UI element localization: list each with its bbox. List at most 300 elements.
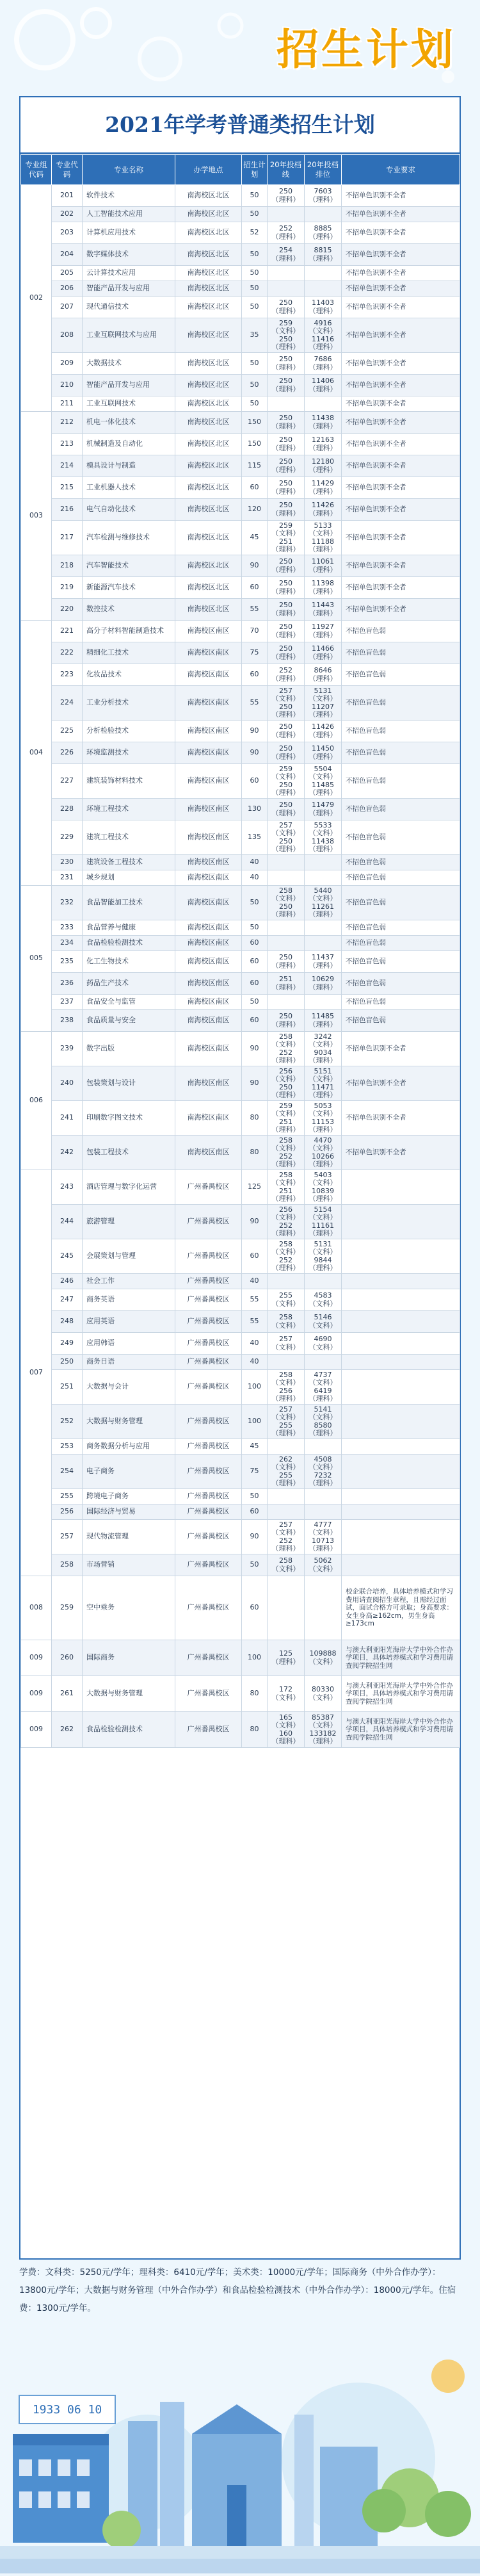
code-cell: 237 bbox=[52, 995, 83, 1010]
name-cell: 印刷数字图文技术 bbox=[83, 1101, 175, 1136]
name-cell: 跨境电子商务 bbox=[83, 1489, 175, 1504]
req-cell: 不招单色识别不全者 bbox=[342, 577, 460, 599]
req-cell bbox=[342, 1455, 460, 1489]
score-cell: 259 （文科） 251 （理科） bbox=[268, 1101, 305, 1136]
location-cell: 南海校区北区 bbox=[175, 266, 242, 281]
rank-cell: 11443 （理科） bbox=[305, 599, 342, 621]
rank-cell: 11398 （理科） bbox=[305, 577, 342, 599]
req-cell: 校企联合培养，具体培养模式和学习费用请查阅招生章程，且需经过面试，面试合格方可录取；身高要求：女生身高≥162cm，男生身高≥173cm bbox=[342, 1576, 460, 1640]
location-cell: 南海校区北区 bbox=[175, 222, 242, 244]
score-cell: 258 （文科） 252 （理科） bbox=[268, 1136, 305, 1170]
plan-cell: 60 bbox=[242, 664, 268, 686]
score-cell: 250 （理科） bbox=[268, 621, 305, 642]
rank-cell bbox=[305, 266, 342, 281]
table-row bbox=[21, 1205, 460, 1239]
score-cell bbox=[268, 936, 305, 951]
name-cell: 大数据与会计 bbox=[83, 1370, 175, 1405]
table-row bbox=[21, 521, 460, 555]
location-cell: 南海校区南区 bbox=[175, 621, 242, 642]
req-cell: 不招色盲色弱 bbox=[342, 886, 460, 920]
location-cell: 南海校区南区 bbox=[175, 995, 242, 1010]
req-cell: 不招单色识别不全者 bbox=[342, 297, 460, 318]
table-row bbox=[21, 886, 460, 920]
req-cell bbox=[342, 1274, 460, 1289]
rank-cell bbox=[305, 870, 342, 886]
location-cell: 南海校区南区 bbox=[175, 642, 242, 664]
plan-cell: 80 bbox=[242, 1101, 268, 1136]
rank-cell bbox=[305, 1576, 342, 1640]
rank-cell: 10629 （理科） bbox=[305, 973, 342, 995]
rank-cell: 4583 （文科） bbox=[305, 1289, 342, 1311]
name-cell: 现代通信技术 bbox=[83, 297, 175, 318]
rank-cell: 4737 （文科） 6419 （理科） bbox=[305, 1370, 342, 1405]
name-cell: 食品质量与安全 bbox=[83, 1010, 175, 1032]
table-row bbox=[21, 1170, 460, 1205]
location-cell: 广州番禺校区 bbox=[175, 1405, 242, 1439]
req-cell: 不招色盲色弱 bbox=[342, 742, 460, 764]
req-cell bbox=[342, 1289, 460, 1311]
code-cell: 257 bbox=[52, 1520, 83, 1554]
rank-cell bbox=[305, 1355, 342, 1370]
location-cell: 南海校区北区 bbox=[175, 434, 242, 455]
plan-cell: 40 bbox=[242, 870, 268, 886]
score-cell: 255 （文科） bbox=[268, 1289, 305, 1311]
table-row bbox=[21, 973, 460, 995]
table-row bbox=[21, 1289, 460, 1311]
score-cell: 259 （文科） 251 （理科） bbox=[268, 521, 305, 555]
plan-cell: 130 bbox=[242, 799, 268, 820]
name-cell: 酒店管理与数字化运营 bbox=[83, 1170, 175, 1205]
score-cell bbox=[268, 855, 305, 870]
name-cell: 电气自动化技术 bbox=[83, 499, 175, 521]
score-cell: 250 （理科） bbox=[268, 375, 305, 396]
score-cell: 250 （理科） bbox=[268, 297, 305, 318]
code-cell: 255 bbox=[52, 1489, 83, 1504]
req-cell: 不招单色识别不全者 bbox=[342, 555, 460, 577]
name-cell: 智能产品开发与应用 bbox=[83, 375, 175, 396]
req-cell: 不招单色识别不全者 bbox=[342, 281, 460, 297]
score-cell: 257 （文科） 250 （理科） bbox=[268, 686, 305, 721]
req-cell: 不招单色识别不全者 bbox=[342, 185, 460, 207]
location-cell: 南海校区南区 bbox=[175, 951, 242, 973]
name-cell: 大数据技术 bbox=[83, 353, 175, 375]
tuition-note: 学费：文科类：5250元/学年；理科类：6410元/学年；美术类：10000元/学年；国际商务（中外合作办学）：13800元/学年；大数据与财务管理（中外合作办学）和食品检验检测技术（中外合作办学）：18000元/学年。住宿费：1300元/学年。 bbox=[19, 2267, 456, 2313]
plan-cell: 75 bbox=[242, 1455, 268, 1489]
rank-cell: 5154 （文科） 11161 （理科） bbox=[305, 1205, 342, 1239]
score-cell: 256 （文科） 252 （理科） bbox=[268, 1205, 305, 1239]
table-row bbox=[21, 1520, 460, 1554]
name-cell: 汽车检测与维修技术 bbox=[83, 521, 175, 555]
name-cell: 电子商务 bbox=[83, 1455, 175, 1489]
plan-cell: 90 bbox=[242, 742, 268, 764]
req-cell: 不招单色识别不全者 bbox=[342, 434, 460, 455]
code-cell: 261 bbox=[52, 1676, 83, 1712]
req-cell: 不招色盲色弱 bbox=[342, 951, 460, 973]
table-row bbox=[21, 1576, 460, 1640]
rank-cell bbox=[305, 1439, 342, 1455]
req-cell: 不招单色识别不全者 bbox=[342, 353, 460, 375]
score-cell bbox=[268, 1439, 305, 1455]
rank-cell: 11927 （理科） bbox=[305, 621, 342, 642]
req-cell: 不招色盲色弱 bbox=[342, 1010, 460, 1032]
code-cell: 209 bbox=[52, 353, 83, 375]
code-cell: 258 bbox=[52, 1554, 83, 1576]
name-cell: 旅游管理 bbox=[83, 1205, 175, 1239]
req-cell: 不招色盲色弱 bbox=[342, 855, 460, 870]
code-cell: 247 bbox=[52, 1289, 83, 1311]
code-cell: 215 bbox=[52, 477, 83, 499]
plan-cell: 60 bbox=[242, 1504, 268, 1520]
table-row bbox=[21, 1554, 460, 1576]
name-cell: 工业分析技术 bbox=[83, 686, 175, 721]
table-row bbox=[21, 621, 460, 642]
rank-cell: 11479 （理科） bbox=[305, 799, 342, 820]
score-cell bbox=[268, 920, 305, 936]
rank-cell: 5131 （文科） 11207 （理科） bbox=[305, 686, 342, 721]
table-row bbox=[21, 1274, 460, 1289]
req-cell: 不招单色识别不全者 bbox=[342, 599, 460, 621]
table-row bbox=[21, 855, 460, 870]
location-cell: 南海校区南区 bbox=[175, 1101, 242, 1136]
table-row bbox=[21, 1066, 460, 1101]
rank-cell: 5440 （文科） 11261 （理科） bbox=[305, 886, 342, 920]
rank-cell: 11403 （理科） bbox=[305, 297, 342, 318]
name-cell: 城乡规划 bbox=[83, 870, 175, 886]
table-row bbox=[21, 995, 460, 1010]
name-cell: 食品检验检测技术 bbox=[83, 1712, 175, 1748]
score-cell: 250 （理科） bbox=[268, 951, 305, 973]
name-cell: 建筑设备工程技术 bbox=[83, 855, 175, 870]
rank-cell bbox=[305, 1274, 342, 1289]
location-cell: 广州番禺校区 bbox=[175, 1554, 242, 1576]
rank-cell bbox=[305, 281, 342, 297]
rank-cell: 5146 （文科） bbox=[305, 1311, 342, 1333]
group-code-cell: 002 bbox=[21, 185, 52, 412]
plan-cell: 60 bbox=[242, 936, 268, 951]
plan-cell: 55 bbox=[242, 1311, 268, 1333]
group-code-cell: 007 bbox=[21, 1170, 52, 1576]
table-row bbox=[21, 1239, 460, 1274]
req-cell: 不招色盲色弱 bbox=[342, 764, 460, 799]
code-cell: 223 bbox=[52, 664, 83, 686]
req-cell bbox=[342, 1170, 460, 1205]
score-cell bbox=[268, 1576, 305, 1640]
rank-cell: 5151 （文科） 11471 （理科） bbox=[305, 1066, 342, 1101]
location-cell: 南海校区北区 bbox=[175, 244, 242, 266]
name-cell: 计算机应用技术 bbox=[83, 222, 175, 244]
plan-cell: 100 bbox=[242, 1405, 268, 1439]
plan-cell: 50 bbox=[242, 244, 268, 266]
location-cell: 广州番禺校区 bbox=[175, 1289, 242, 1311]
plan-cell: 50 bbox=[242, 185, 268, 207]
location-cell: 广州番禺校区 bbox=[175, 1311, 242, 1333]
rank-cell: 5133 （文科） 11188 （理科） bbox=[305, 521, 342, 555]
plan-cell: 50 bbox=[242, 1489, 268, 1504]
table-row bbox=[21, 920, 460, 936]
table-row bbox=[21, 642, 460, 664]
name-cell: 高分子材料智能制造技术 bbox=[83, 621, 175, 642]
location-cell: 南海校区北区 bbox=[175, 577, 242, 599]
req-cell: 不招色盲色弱 bbox=[342, 721, 460, 742]
req-cell bbox=[342, 1370, 460, 1405]
table-row bbox=[21, 1405, 460, 1439]
table-row bbox=[21, 1032, 460, 1066]
location-cell: 南海校区南区 bbox=[175, 721, 242, 742]
plan-cell: 60 bbox=[242, 764, 268, 799]
code-cell: 221 bbox=[52, 621, 83, 642]
code-cell: 217 bbox=[52, 521, 83, 555]
code-cell: 248 bbox=[52, 1311, 83, 1333]
plan-cell: 70 bbox=[242, 621, 268, 642]
rank-cell: 11426 （理科） bbox=[305, 499, 342, 521]
code-cell: 254 bbox=[52, 1455, 83, 1489]
code-cell: 202 bbox=[52, 207, 83, 222]
location-cell: 南海校区北区 bbox=[175, 207, 242, 222]
score-cell: 254 （理科） bbox=[268, 244, 305, 266]
score-cell: 258 （文科） 256 （理科） bbox=[268, 1370, 305, 1405]
table-row bbox=[21, 1712, 460, 1748]
code-cell: 231 bbox=[52, 870, 83, 886]
score-cell: 165 （文科） 160 （理科） bbox=[268, 1712, 305, 1748]
group-code-cell: 009 bbox=[21, 1640, 52, 1676]
code-cell: 252 bbox=[52, 1405, 83, 1439]
group-code-cell: 008 bbox=[21, 1576, 52, 1640]
name-cell: 药品生产技术 bbox=[83, 973, 175, 995]
score-cell: 258 （文科） 251 （理科） bbox=[268, 1170, 305, 1205]
location-cell: 广州番禺校区 bbox=[175, 1239, 242, 1274]
req-cell: 不招色盲色弱 bbox=[342, 642, 460, 664]
score-cell: 250 （理科） bbox=[268, 799, 305, 820]
location-cell: 广州番禺校区 bbox=[175, 1712, 242, 1748]
code-cell: 246 bbox=[52, 1274, 83, 1289]
code-cell: 232 bbox=[52, 886, 83, 920]
plan-cell: 60 bbox=[242, 951, 268, 973]
table-row bbox=[21, 185, 460, 207]
code-cell: 208 bbox=[52, 318, 83, 353]
req-cell bbox=[342, 1311, 460, 1333]
score-cell: 257 （文科） 250 （理科） bbox=[268, 820, 305, 855]
enrollment-plan-card bbox=[19, 96, 461, 2260]
location-cell: 南海校区北区 bbox=[175, 375, 242, 396]
code-cell: 227 bbox=[52, 764, 83, 799]
req-cell: 与澳大利亚阳光海岸大学中外合作办学项目，具体培养模式和学习费用请查阅学院招生网 bbox=[342, 1640, 460, 1676]
code-cell: 251 bbox=[52, 1370, 83, 1405]
location-cell: 南海校区北区 bbox=[175, 412, 242, 434]
name-cell: 空中乘务 bbox=[83, 1576, 175, 1640]
plan-cell: 45 bbox=[242, 1439, 268, 1455]
column-header: 专业代码 bbox=[52, 155, 83, 185]
table-row bbox=[21, 412, 460, 434]
rank-cell: 5053 （文科） 11153 （理科） bbox=[305, 1101, 342, 1136]
name-cell: 现代物流管理 bbox=[83, 1520, 175, 1554]
rank-cell: 11466 （理科） bbox=[305, 642, 342, 664]
req-cell bbox=[342, 1405, 460, 1439]
plan-cell: 50 bbox=[242, 995, 268, 1010]
plan-cell: 50 bbox=[242, 281, 268, 297]
campus-illustration bbox=[0, 2338, 480, 2573]
name-cell: 大数据与财务管理 bbox=[83, 1676, 175, 1712]
name-cell: 商务数据分析与应用 bbox=[83, 1439, 175, 1455]
req-cell bbox=[342, 1439, 460, 1455]
score-cell: 257 （文科） 255 （理科） bbox=[268, 1405, 305, 1439]
score-cell: 250 （理科） bbox=[268, 599, 305, 621]
plan-cell: 40 bbox=[242, 1333, 268, 1355]
score-cell: 256 （文科） 250 （理科） bbox=[268, 1066, 305, 1101]
table-row bbox=[21, 936, 460, 951]
table-row bbox=[21, 455, 460, 477]
code-cell: 207 bbox=[52, 297, 83, 318]
table-row bbox=[21, 1010, 460, 1032]
table-row bbox=[21, 281, 460, 297]
name-cell: 应用韩语 bbox=[83, 1333, 175, 1355]
table-row bbox=[21, 1640, 460, 1676]
rank-cell: 11426 （理科） bbox=[305, 721, 342, 742]
req-cell: 不招单色识别不全者 bbox=[342, 477, 460, 499]
plan-cell: 50 bbox=[242, 920, 268, 936]
code-cell: 201 bbox=[52, 185, 83, 207]
code-cell: 205 bbox=[52, 266, 83, 281]
score-cell: 257 （文科） bbox=[268, 1333, 305, 1355]
location-cell: 南海校区北区 bbox=[175, 521, 242, 555]
req-cell: 不招单色识别不全者 bbox=[342, 1032, 460, 1066]
enrollment-plan-table bbox=[20, 154, 460, 1748]
name-cell: 国际经济与贸易 bbox=[83, 1504, 175, 1520]
location-cell: 南海校区南区 bbox=[175, 1066, 242, 1101]
rank-cell: 8815 （理科） bbox=[305, 244, 342, 266]
name-cell: 食品营养与健康 bbox=[83, 920, 175, 936]
rank-cell: 85387 （文科） 133182 （理科） bbox=[305, 1712, 342, 1748]
score-cell: 252 （理科） bbox=[268, 222, 305, 244]
plan-cell: 60 bbox=[242, 577, 268, 599]
plan-cell: 115 bbox=[242, 455, 268, 477]
code-cell: 259 bbox=[52, 1576, 83, 1640]
code-cell: 206 bbox=[52, 281, 83, 297]
rank-cell: 11429 （理科） bbox=[305, 477, 342, 499]
req-cell: 不招色盲色弱 bbox=[342, 820, 460, 855]
rank-cell: 5141 （文科） 8580 （理科） bbox=[305, 1405, 342, 1439]
location-cell: 广州番禺校区 bbox=[175, 1520, 242, 1554]
score-cell: 250 （理科） bbox=[268, 642, 305, 664]
req-cell bbox=[342, 1333, 460, 1355]
req-cell: 不招单色识别不全者 bbox=[342, 396, 460, 412]
req-cell bbox=[342, 1520, 460, 1554]
plan-cell: 45 bbox=[242, 521, 268, 555]
plan-cell: 55 bbox=[242, 1289, 268, 1311]
code-cell: 203 bbox=[52, 222, 83, 244]
req-cell bbox=[342, 1355, 460, 1370]
plan-cell: 52 bbox=[242, 222, 268, 244]
code-cell: 256 bbox=[52, 1504, 83, 1520]
name-cell: 工业互联网技术 bbox=[83, 396, 175, 412]
req-cell: 不招单色识别不全者 bbox=[342, 244, 460, 266]
name-cell: 食品智能加工技术 bbox=[83, 886, 175, 920]
score-cell bbox=[268, 207, 305, 222]
name-cell: 包装策划与设计 bbox=[83, 1066, 175, 1101]
score-cell bbox=[268, 266, 305, 281]
group-code-cell: 009 bbox=[21, 1676, 52, 1712]
table-row bbox=[21, 1355, 460, 1370]
score-cell: 257 （文科） 252 （理科） bbox=[268, 1520, 305, 1554]
rank-cell: 12180 （理科） bbox=[305, 455, 342, 477]
req-cell: 不招色盲色弱 bbox=[342, 621, 460, 642]
score-cell bbox=[268, 1504, 305, 1520]
plan-cell: 90 bbox=[242, 1205, 268, 1239]
table-row bbox=[21, 1504, 460, 1520]
req-cell: 不招色盲色弱 bbox=[342, 995, 460, 1010]
plan-cell: 40 bbox=[242, 1274, 268, 1289]
plan-cell: 120 bbox=[242, 499, 268, 521]
rank-cell: 5533 （文科） 11438 （理科） bbox=[305, 820, 342, 855]
code-cell: 204 bbox=[52, 244, 83, 266]
table-row bbox=[21, 951, 460, 973]
score-cell: 258 （文科） bbox=[268, 1311, 305, 1333]
req-cell: 不招色盲色弱 bbox=[342, 664, 460, 686]
name-cell: 商务英语 bbox=[83, 1289, 175, 1311]
code-cell: 253 bbox=[52, 1439, 83, 1455]
name-cell: 会展策划与管理 bbox=[83, 1239, 175, 1274]
req-cell: 不招色盲色弱 bbox=[342, 870, 460, 886]
score-cell: 125 （理科） bbox=[268, 1640, 305, 1676]
name-cell: 汽车智能技术 bbox=[83, 555, 175, 577]
code-cell: 220 bbox=[52, 599, 83, 621]
code-cell: 218 bbox=[52, 555, 83, 577]
req-cell: 不招色盲色弱 bbox=[342, 686, 460, 721]
table-row bbox=[21, 686, 460, 721]
req-cell: 不招单色识别不全者 bbox=[342, 222, 460, 244]
name-cell: 建筑装饰材料技术 bbox=[83, 764, 175, 799]
table-row bbox=[21, 353, 460, 375]
location-cell: 广州番禺校区 bbox=[175, 1455, 242, 1489]
name-cell: 工业机器人技术 bbox=[83, 477, 175, 499]
score-cell: 258 （文科） 252 （理科） bbox=[268, 1032, 305, 1066]
location-cell: 广州番禺校区 bbox=[175, 1489, 242, 1504]
table-row bbox=[21, 1455, 460, 1489]
plan-cell: 90 bbox=[242, 721, 268, 742]
table-row bbox=[21, 555, 460, 577]
req-cell: 不招单色识别不全者 bbox=[342, 455, 460, 477]
name-cell: 应用英语 bbox=[83, 1311, 175, 1333]
code-cell: 229 bbox=[52, 820, 83, 855]
code-cell: 239 bbox=[52, 1032, 83, 1066]
campus-illustration-graphic bbox=[0, 2338, 480, 2573]
score-cell: 262 （文科） 255 （理科） bbox=[268, 1455, 305, 1489]
rank-cell: 7603 （理科） bbox=[305, 185, 342, 207]
rank-cell bbox=[305, 855, 342, 870]
score-cell: 252 （理科） bbox=[268, 664, 305, 686]
location-cell: 南海校区南区 bbox=[175, 820, 242, 855]
name-cell: 环境工程技术 bbox=[83, 799, 175, 820]
rank-cell bbox=[305, 1489, 342, 1504]
name-cell: 国际商务 bbox=[83, 1640, 175, 1676]
name-cell: 化工生物技术 bbox=[83, 951, 175, 973]
location-cell: 南海校区南区 bbox=[175, 742, 242, 764]
req-cell: 不招单色识别不全者 bbox=[342, 266, 460, 281]
req-cell: 不招色盲色弱 bbox=[342, 973, 460, 995]
plan-cell: 40 bbox=[242, 855, 268, 870]
plan-cell: 55 bbox=[242, 599, 268, 621]
location-cell: 南海校区南区 bbox=[175, 764, 242, 799]
location-cell: 南海校区南区 bbox=[175, 920, 242, 936]
column-header: 20年投档线 bbox=[268, 155, 305, 185]
plan-cell: 35 bbox=[242, 318, 268, 353]
rank-cell bbox=[305, 207, 342, 222]
rank-cell: 12163 （理科） bbox=[305, 434, 342, 455]
table-row bbox=[21, 799, 460, 820]
table-row bbox=[21, 1333, 460, 1355]
plan-cell: 80 bbox=[242, 1136, 268, 1170]
plan-cell: 50 bbox=[242, 353, 268, 375]
location-cell: 南海校区北区 bbox=[175, 599, 242, 621]
